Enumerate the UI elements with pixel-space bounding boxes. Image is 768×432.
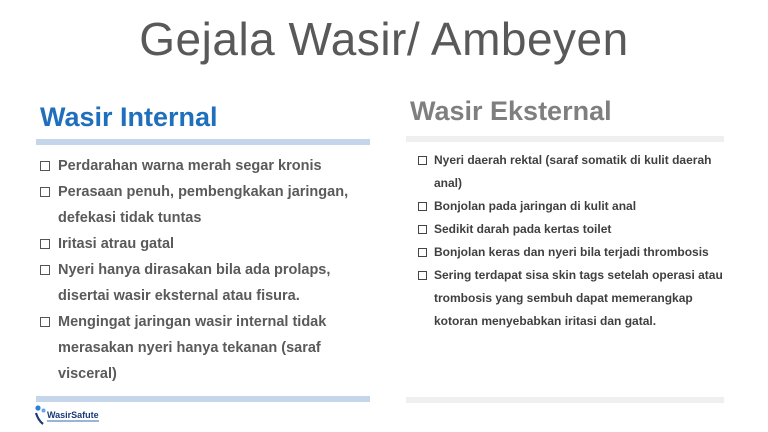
external-bottom-bar [406,397,724,403]
list-item-text: Perasaan penuh, pembengkakan jaringan, defekasi tidak tuntas [58,184,349,226]
list-item-text: Bonjolan pada jaringan di kulit anal [434,199,637,213]
checkbox-bullet-icon [40,239,50,249]
checkbox-bullet-icon [40,161,50,171]
checkbox-bullet-icon [40,317,50,327]
checkbox-bullet-icon [418,202,427,211]
checkbox-bullet-icon [418,248,427,257]
logo-tagline-line [47,420,99,422]
checkbox-bullet-icon [418,225,427,234]
list-item [406,264,724,333]
checkbox-bullet-icon [418,156,427,165]
list-item [406,218,724,241]
external-heading: Wasir Eksternal [410,96,612,126]
list-item [36,309,370,387]
checkbox-bullet-icon [40,265,50,275]
internal-symptom-list [36,153,370,387]
list-item [36,179,370,231]
list-item-text: Nyeri daerah rektal (saraf somatik di kulit daerah anal) [434,153,712,190]
internal-column [36,92,370,387]
figure-logo-icon [34,404,48,426]
list-item-text: Iritasi atrau gatal [58,236,175,252]
list-item [36,257,370,309]
list-item-text: Perdarahan warna merah segar kronis [58,158,322,174]
external-column [406,92,724,333]
list-item-text: Nyeri hanya dirasakan bila ada prolaps, disertai wasir eksternal atau fisura. [58,262,331,304]
list-item-text: Mengingat jaringan wasir internal tidak merasakan nyeri hanya tekanan (saraf visceral) [58,314,327,382]
logo-text: WasirSafute [47,410,99,420]
list-item-text: Bonjolan keras dan nyeri bila terjadi thrombosis [434,245,709,259]
list-item [406,241,724,264]
slide-title: Gejala Wasir/ Ambeyen [139,13,629,65]
brand-logo [34,404,114,428]
external-heading-bar [406,136,724,142]
list-item [36,231,370,257]
list-item [406,149,724,195]
internal-bottom-bar [36,396,370,402]
list-item [36,153,370,179]
list-item [406,195,724,218]
checkbox-bullet-icon [418,271,427,280]
checkbox-bullet-icon [40,187,50,197]
list-item-text: Sedikit darah pada kertas toilet [434,222,612,236]
internal-heading-bar [36,139,370,145]
list-item-text: Sering terdapat sisa skin tags setelah operasi atau trombosis yang sembuh dapat memerangkap kotoran menyebabkan iritasi dan gatal. [434,268,723,328]
external-symptom-list [406,149,724,333]
internal-heading: Wasir Internal [40,102,218,132]
